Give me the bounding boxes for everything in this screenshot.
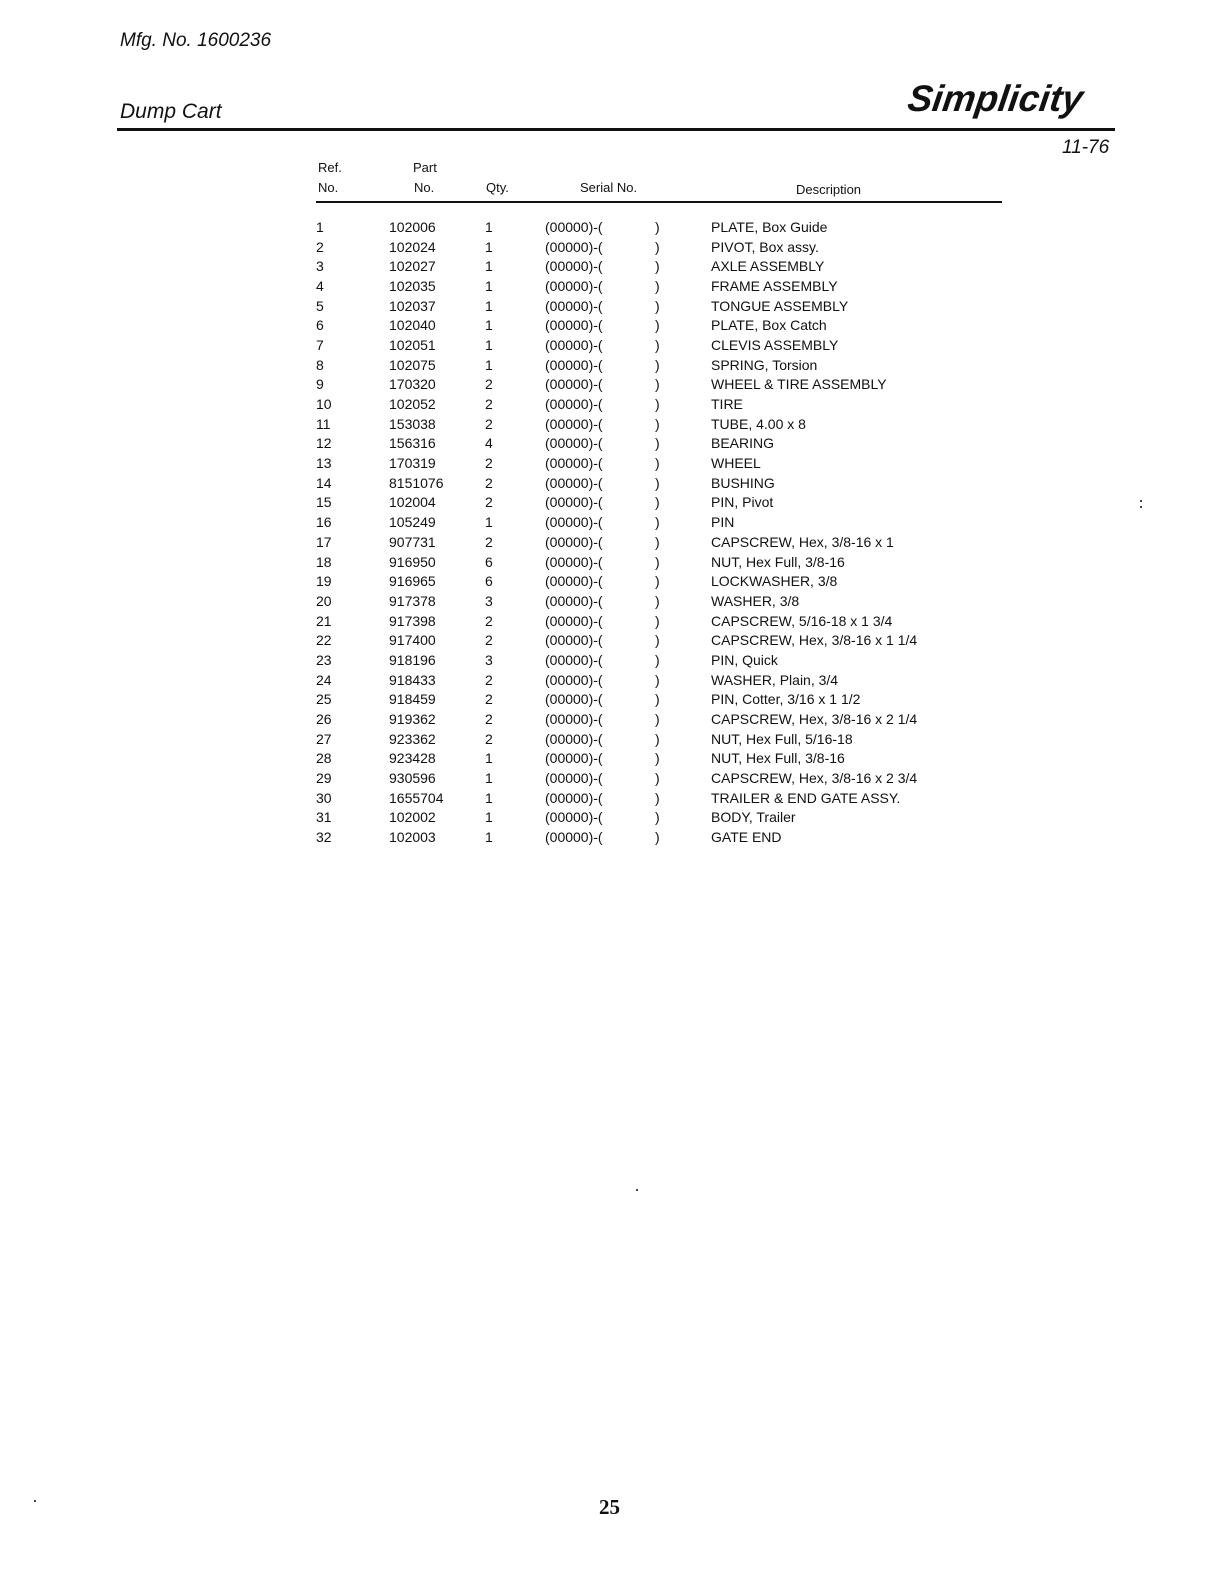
scan-speck <box>1140 500 1142 502</box>
part-number: 930596 <box>389 770 436 787</box>
table-row <box>316 768 917 788</box>
col-description: Description <box>796 182 862 197</box>
part-number: 170319 <box>389 455 436 472</box>
table-row <box>316 493 917 513</box>
serial-number: (00000)-( <box>545 730 603 747</box>
part-number: 170320 <box>389 376 436 393</box>
ref-number: 17 <box>316 533 332 550</box>
quantity: 1 <box>485 297 493 314</box>
part-number: 156316 <box>389 435 436 452</box>
ref-number: 26 <box>316 711 332 728</box>
serial-close: ) <box>655 809 660 826</box>
ref-number: 31 <box>316 809 332 826</box>
description: TUBE, 4.00 x 8 <box>711 415 806 432</box>
part-number: 923362 <box>389 730 436 747</box>
serial-number: (00000)-( <box>545 277 603 294</box>
table-row <box>316 650 917 670</box>
ref-number: 19 <box>316 573 332 590</box>
ref-number: 7 <box>316 336 324 353</box>
quantity: 6 <box>485 553 493 570</box>
ref-number: 23 <box>316 651 332 668</box>
part-number: 102027 <box>389 258 436 275</box>
scan-speck <box>636 1189 638 1191</box>
serial-number: (00000)-( <box>545 494 603 511</box>
quantity: 4 <box>485 435 493 452</box>
table-row <box>316 827 917 847</box>
description: NUT, Hex Full, 5/16-18 <box>711 730 853 747</box>
description: WASHER, 3/8 <box>711 592 800 609</box>
ref-number: 12 <box>316 435 332 452</box>
serial-close: ) <box>655 474 660 491</box>
description: SPRING, Torsion <box>711 356 818 373</box>
quantity: 1 <box>485 336 493 353</box>
quantity: 2 <box>485 711 493 728</box>
part-number: 923428 <box>389 750 436 767</box>
quantity: 2 <box>485 533 493 550</box>
col-qty: Qty. <box>486 180 509 195</box>
ref-number: 29 <box>316 770 332 787</box>
serial-number: (00000)-( <box>545 415 603 432</box>
serial-number: (00000)-( <box>545 297 603 314</box>
description: FRAME ASSEMBLY <box>711 277 838 294</box>
table-row <box>316 453 917 473</box>
table-row <box>316 217 917 237</box>
description: NUT, Hex Full, 3/8-16 <box>711 750 845 767</box>
quantity: 1 <box>485 829 493 846</box>
serial-close: ) <box>655 317 660 334</box>
serial-close: ) <box>655 297 660 314</box>
serial-close: ) <box>655 829 660 846</box>
table-row <box>316 335 917 355</box>
quantity: 1 <box>485 514 493 531</box>
serial-number: (00000)-( <box>545 396 603 413</box>
part-number: 102002 <box>389 809 436 826</box>
serial-number: (00000)-( <box>545 592 603 609</box>
quantity: 1 <box>485 277 493 294</box>
quantity: 2 <box>485 671 493 688</box>
part-number: 102024 <box>389 238 436 255</box>
serial-close: ) <box>655 573 660 590</box>
quantity: 6 <box>485 573 493 590</box>
description: NUT, Hex Full, 3/8-16 <box>711 553 845 570</box>
mfg-number: Mfg. No. 1600236 <box>120 30 272 51</box>
table-row <box>316 355 917 375</box>
serial-close: ) <box>655 238 660 255</box>
table-row <box>316 611 917 631</box>
quantity: 1 <box>485 218 493 235</box>
serial-number: (00000)-( <box>545 455 603 472</box>
quantity: 2 <box>485 455 493 472</box>
ref-number: 28 <box>316 750 332 767</box>
serial-close: ) <box>655 691 660 708</box>
table-row <box>316 749 917 769</box>
description: CAPSCREW, 5/16-18 x 1 3/4 <box>711 612 893 629</box>
table-row <box>316 315 917 335</box>
ref-number: 9 <box>316 376 324 393</box>
table-row <box>316 394 917 414</box>
quantity: 1 <box>485 238 493 255</box>
serial-number: (00000)-( <box>545 809 603 826</box>
table-row <box>316 808 917 828</box>
part-number: 102051 <box>389 336 436 353</box>
ref-number: 4 <box>316 277 324 294</box>
table-row <box>316 571 917 591</box>
part-number: 918433 <box>389 671 436 688</box>
part-number: 917400 <box>389 632 436 649</box>
serial-number: (00000)-( <box>545 671 603 688</box>
description: PLATE, Box Guide <box>711 218 828 235</box>
serial-number: (00000)-( <box>545 789 603 806</box>
part-number: 102004 <box>389 494 436 511</box>
ref-number: 8 <box>316 356 324 373</box>
description: TONGUE ASSEMBLY <box>711 297 849 314</box>
serial-number: (00000)-( <box>545 238 603 255</box>
ref-number: 6 <box>316 317 324 334</box>
description: TIRE <box>711 396 743 413</box>
description: AXLE ASSEMBLY <box>711 258 825 275</box>
serial-close: ) <box>655 632 660 649</box>
ref-number: 27 <box>316 730 332 747</box>
description: CAPSCREW, Hex, 3/8-16 x 2 1/4 <box>711 711 918 728</box>
quantity: 1 <box>485 356 493 373</box>
serial-number: (00000)-( <box>545 218 603 235</box>
ref-number: 3 <box>316 258 324 275</box>
brand-logo: Simplicity <box>905 78 1086 119</box>
ref-number: 20 <box>316 592 332 609</box>
description: BUSHING <box>711 474 775 491</box>
serial-close: ) <box>655 730 660 747</box>
serial-close: ) <box>655 651 660 668</box>
part-number: 8151076 <box>389 474 444 491</box>
parts-table <box>316 217 917 847</box>
description: CAPSCREW, Hex, 3/8-16 x 2 3/4 <box>711 770 918 787</box>
description: WHEEL <box>711 455 761 472</box>
description: GATE END <box>711 829 782 846</box>
description: PIN, Quick <box>711 651 778 668</box>
table-header-rule <box>316 201 1002 203</box>
ref-number: 16 <box>316 514 332 531</box>
part-number: 917378 <box>389 592 436 609</box>
ref-number: 21 <box>316 612 332 629</box>
serial-close: ) <box>655 671 660 688</box>
serial-number: (00000)-( <box>545 612 603 629</box>
revision-date: 11-76 <box>1062 137 1110 158</box>
part-number: 917398 <box>389 612 436 629</box>
quantity: 2 <box>485 632 493 649</box>
serial-number: (00000)-( <box>545 829 603 846</box>
serial-close: ) <box>655 376 660 393</box>
description: PIN, Pivot <box>711 494 774 511</box>
serial-close: ) <box>655 533 660 550</box>
part-number: 918196 <box>389 651 436 668</box>
part-number: 153038 <box>389 415 436 432</box>
ref-number: 5 <box>316 297 324 314</box>
serial-close: ) <box>655 356 660 373</box>
page-title: Dump Cart <box>120 100 222 123</box>
part-number: 907731 <box>389 533 436 550</box>
serial-number: (00000)-( <box>545 553 603 570</box>
ref-number: 2 <box>316 238 324 255</box>
serial-number: (00000)-( <box>545 435 603 452</box>
description: BODY, Trailer <box>711 809 796 826</box>
ref-number: 22 <box>316 632 332 649</box>
description: CAPSCREW, Hex, 3/8-16 x 1 <box>711 533 894 550</box>
description: PIN, Cotter, 3/16 x 1 1/2 <box>711 691 861 708</box>
table-row <box>316 276 917 296</box>
quantity: 2 <box>485 376 493 393</box>
col-ref-bottom: No. <box>318 180 339 195</box>
ref-number: 25 <box>316 691 332 708</box>
part-number: 916950 <box>389 553 436 570</box>
serial-number: (00000)-( <box>545 258 603 275</box>
serial-number: (00000)-( <box>545 651 603 668</box>
part-number: 102035 <box>389 277 436 294</box>
part-number: 1655704 <box>389 789 444 806</box>
table-row <box>316 414 917 434</box>
ref-number: 15 <box>316 494 332 511</box>
table-row <box>316 237 917 257</box>
table-row <box>316 552 917 572</box>
serial-close: ) <box>655 592 660 609</box>
quantity: 3 <box>485 592 493 609</box>
serial-number: (00000)-( <box>545 356 603 373</box>
serial-close: ) <box>655 770 660 787</box>
part-number: 102052 <box>389 396 436 413</box>
serial-number: (00000)-( <box>545 573 603 590</box>
table-row <box>316 512 917 532</box>
serial-close: ) <box>655 494 660 511</box>
col-part-top: Part <box>413 160 437 175</box>
quantity: 2 <box>485 415 493 432</box>
header-rule <box>117 128 1115 131</box>
serial-close: ) <box>655 415 660 432</box>
serial-close: ) <box>655 553 660 570</box>
table-row <box>316 670 917 690</box>
table-row <box>316 630 917 650</box>
scan-speck <box>34 1500 36 1502</box>
part-number: 102075 <box>389 356 436 373</box>
description: CLEVIS ASSEMBLY <box>711 336 839 353</box>
serial-number: (00000)-( <box>545 750 603 767</box>
serial-number: (00000)-( <box>545 632 603 649</box>
serial-number: (00000)-( <box>545 533 603 550</box>
quantity: 1 <box>485 789 493 806</box>
serial-number: (00000)-( <box>545 514 603 531</box>
col-ref-top: Ref. <box>318 160 342 175</box>
serial-close: ) <box>655 514 660 531</box>
quantity: 1 <box>485 809 493 826</box>
quantity: 1 <box>485 750 493 767</box>
table-row <box>316 729 917 749</box>
scan-speck <box>1140 506 1142 508</box>
table-row <box>316 690 917 710</box>
part-number: 919362 <box>389 711 436 728</box>
serial-close: ) <box>655 789 660 806</box>
ref-number: 10 <box>316 396 332 413</box>
part-number: 102003 <box>389 829 436 846</box>
serial-number: (00000)-( <box>545 711 603 728</box>
table-row <box>316 709 917 729</box>
part-number: 102006 <box>389 218 436 235</box>
serial-number: (00000)-( <box>545 317 603 334</box>
serial-close: ) <box>655 435 660 452</box>
part-number: 105249 <box>389 514 436 531</box>
serial-close: ) <box>655 258 660 275</box>
ref-number: 1 <box>316 218 324 235</box>
serial-close: ) <box>655 455 660 472</box>
ref-number: 13 <box>316 455 332 472</box>
serial-close: ) <box>655 711 660 728</box>
quantity: 2 <box>485 396 493 413</box>
quantity: 2 <box>485 730 493 747</box>
ref-number: 11 <box>316 415 331 432</box>
table-row <box>316 296 917 316</box>
description: PLATE, Box Catch <box>711 317 827 334</box>
part-number: 102037 <box>389 297 436 314</box>
description: PIVOT, Box assy. <box>711 238 819 255</box>
description: BEARING <box>711 435 775 452</box>
serial-number: (00000)-( <box>545 336 603 353</box>
description: PIN <box>711 514 735 531</box>
quantity: 3 <box>485 651 493 668</box>
table-row <box>316 375 917 395</box>
quantity: 1 <box>485 258 493 275</box>
ref-number: 32 <box>316 829 332 846</box>
table-row <box>316 473 917 493</box>
description: WASHER, Plain, 3/4 <box>711 671 839 688</box>
serial-close: ) <box>655 336 660 353</box>
quantity: 2 <box>485 691 493 708</box>
table-row <box>316 434 917 454</box>
serial-close: ) <box>655 396 660 413</box>
serial-close: ) <box>655 277 660 294</box>
serial-number: (00000)-( <box>545 770 603 787</box>
ref-number: 18 <box>316 553 332 570</box>
quantity: 1 <box>485 770 493 787</box>
quantity: 2 <box>485 494 493 511</box>
col-serial: Serial No. <box>580 180 638 195</box>
quantity: 1 <box>485 317 493 334</box>
ref-number: 30 <box>316 789 332 806</box>
description: LOCKWASHER, 3/8 <box>711 573 838 590</box>
col-part-bottom: No. <box>414 180 435 195</box>
serial-number: (00000)-( <box>545 376 603 393</box>
serial-number: (00000)-( <box>545 691 603 708</box>
part-number: 916965 <box>389 573 436 590</box>
page-number: 25 <box>599 1495 620 1519</box>
description: TRAILER & END GATE ASSY. <box>711 789 901 806</box>
table-row <box>316 532 917 552</box>
ref-number: 14 <box>316 474 332 491</box>
serial-close: ) <box>655 612 660 629</box>
description: CAPSCREW, Hex, 3/8-16 x 1 1/4 <box>711 632 918 649</box>
serial-number: (00000)-( <box>545 474 603 491</box>
ref-number: 24 <box>316 671 332 688</box>
quantity: 2 <box>485 474 493 491</box>
serial-close: ) <box>655 218 660 235</box>
part-number: 918459 <box>389 691 436 708</box>
table-row <box>316 591 917 611</box>
serial-close: ) <box>655 750 660 767</box>
table-row <box>316 256 917 276</box>
description: WHEEL & TIRE ASSEMBLY <box>711 376 887 393</box>
part-number: 102040 <box>389 317 436 334</box>
table-row <box>316 788 917 808</box>
quantity: 2 <box>485 612 493 629</box>
